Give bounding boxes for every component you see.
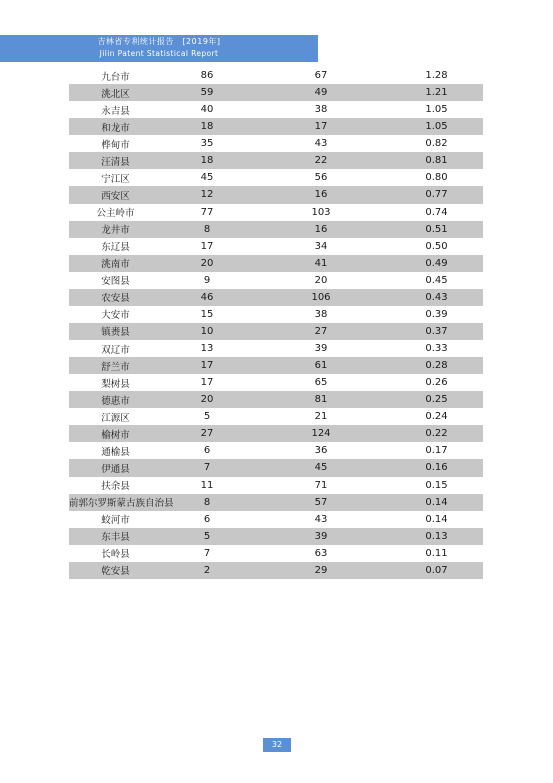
ratio-cell: 0.26 [425, 377, 448, 389]
ratio-cell: 0.82 [425, 138, 448, 150]
value-cell-1: 17 [200, 360, 214, 372]
region-cell: 和龙市 [101, 122, 130, 134]
table-row [69, 204, 483, 221]
data-table [69, 67, 483, 579]
value-cell-1: 20 [200, 257, 214, 269]
value-cell-2: 17 [314, 121, 328, 133]
ratio-cell: 0.80 [425, 172, 448, 184]
value-cell-1: 59 [200, 87, 214, 99]
region-cell: 洮北区 [101, 88, 130, 100]
value-cell-2: 71 [314, 479, 328, 491]
table-row [69, 272, 483, 289]
region-cell: 桦甸市 [101, 139, 130, 151]
value-cell-2: 65 [314, 377, 328, 389]
ratio-cell: 1.05 [425, 104, 448, 116]
region-cell: 九台市 [101, 71, 130, 83]
table-row [69, 238, 483, 255]
value-cell-2: 39 [314, 530, 328, 542]
ratio-cell: 1.21 [425, 87, 448, 99]
table-row [69, 408, 483, 425]
report-title-en: Jilin Patent Statistical Report [99, 49, 219, 58]
value-cell-1: 15 [200, 308, 214, 320]
table-row [69, 84, 483, 101]
table-row [69, 357, 483, 374]
value-cell-2: 57 [314, 496, 328, 508]
value-cell-2: 63 [314, 547, 328, 559]
table-row [69, 135, 483, 152]
table-row [69, 118, 483, 135]
value-cell-2: 16 [314, 223, 328, 235]
value-cell-1: 35 [200, 138, 214, 150]
ratio-cell: 0.13 [425, 530, 448, 542]
value-cell-1: 86 [200, 70, 214, 82]
table-row [69, 101, 483, 118]
region-cell: 公主岭市 [96, 208, 135, 220]
value-cell-2: 124 [311, 428, 331, 440]
ratio-cell: 0.77 [425, 189, 448, 201]
value-cell-2: 34 [314, 240, 328, 252]
region-cell: 东丰县 [101, 532, 130, 544]
table-row [69, 67, 483, 84]
ratio-cell: 0.16 [425, 462, 448, 474]
value-cell-1: 12 [200, 189, 214, 201]
region-cell: 前郭尔罗斯蒙古族自治县 [69, 498, 174, 510]
value-cell-1: 27 [200, 428, 214, 440]
ratio-cell: 1.28 [425, 70, 448, 82]
region-cell: 汪清县 [101, 156, 130, 168]
ratio-cell: 0.24 [425, 411, 448, 423]
value-cell-1: 17 [200, 377, 214, 389]
value-cell-1: 5 [203, 530, 211, 542]
table-row [69, 340, 483, 357]
value-cell-2: 41 [314, 257, 328, 269]
value-cell-1: 9 [203, 274, 211, 286]
value-cell-1: 20 [200, 394, 214, 406]
table-row [69, 391, 483, 408]
region-cell: 德惠市 [101, 395, 130, 407]
table-row [69, 494, 483, 511]
table-row [69, 255, 483, 272]
value-cell-2: 29 [314, 564, 328, 576]
value-cell-2: 21 [314, 411, 328, 423]
region-cell: 乾安县 [101, 566, 130, 578]
ratio-cell: 0.28 [425, 360, 448, 372]
table-row [69, 442, 483, 459]
value-cell-2: 22 [314, 155, 328, 167]
value-cell-2: 38 [314, 104, 328, 116]
region-cell: 镇赉县 [101, 327, 130, 339]
table-row [69, 186, 483, 203]
region-cell: 大安市 [101, 310, 130, 322]
table-row [69, 562, 483, 579]
table-row [69, 289, 483, 306]
report-title-cn: 吉林省专利统计报告 [2019年] [97, 37, 221, 46]
value-cell-1: 13 [200, 343, 214, 355]
value-cell-2: 81 [314, 394, 328, 406]
ratio-cell: 0.43 [425, 291, 448, 303]
region-cell: 梨树县 [101, 378, 130, 390]
region-cell: 长岭县 [101, 549, 130, 561]
table-row [69, 511, 483, 528]
value-cell-1: 18 [200, 155, 214, 167]
value-cell-1: 11 [200, 479, 214, 491]
value-cell-1: 8 [203, 223, 211, 235]
value-cell-2: 39 [314, 343, 328, 355]
table-row [69, 221, 483, 238]
region-cell: 安图县 [101, 276, 130, 288]
value-cell-2: 103 [311, 206, 331, 218]
value-cell-2: 61 [314, 360, 328, 372]
value-cell-2: 56 [314, 172, 328, 184]
value-cell-2: 38 [314, 308, 328, 320]
ratio-cell: 0.51 [425, 223, 448, 235]
region-cell: 舒兰市 [101, 361, 130, 373]
value-cell-2: 106 [311, 291, 331, 303]
ratio-cell: 0.33 [425, 343, 448, 355]
ratio-cell: 0.50 [425, 240, 448, 252]
ratio-cell: 0.14 [425, 513, 448, 525]
region-cell: 蛟河市 [101, 515, 130, 527]
ratio-cell: 0.49 [425, 257, 448, 269]
table-row [69, 169, 483, 186]
value-cell-2: 27 [314, 325, 328, 337]
value-cell-1: 40 [200, 104, 214, 116]
region-cell: 江源区 [101, 412, 130, 424]
table-row [69, 545, 483, 562]
value-cell-2: 67 [314, 70, 328, 82]
ratio-cell: 0.22 [425, 428, 448, 440]
region-cell: 洮南市 [101, 259, 130, 271]
value-cell-1: 77 [200, 206, 214, 218]
table-row [69, 477, 483, 494]
ratio-cell: 0.11 [425, 547, 448, 559]
value-cell-2: 49 [314, 87, 328, 99]
value-cell-1: 5 [203, 411, 211, 423]
region-cell: 宁江区 [101, 173, 130, 185]
value-cell-2: 36 [314, 445, 328, 457]
ratio-cell: 0.25 [425, 394, 448, 406]
region-cell: 永吉县 [101, 105, 130, 117]
ratio-cell: 0.07 [425, 564, 448, 576]
value-cell-1: 18 [200, 121, 214, 133]
table-row [69, 323, 483, 340]
value-cell-2: 45 [314, 462, 328, 474]
ratio-cell: 0.14 [425, 496, 448, 508]
value-cell-1: 6 [203, 445, 211, 457]
region-cell: 双辽市 [101, 344, 130, 356]
ratio-cell: 0.39 [425, 308, 448, 320]
table-row [69, 306, 483, 323]
ratio-cell: 0.74 [425, 206, 448, 218]
page-number: 32 [263, 738, 291, 752]
value-cell-2: 43 [314, 513, 328, 525]
region-cell: 榆树市 [101, 429, 130, 441]
table-row [69, 152, 483, 169]
value-cell-1: 17 [200, 240, 214, 252]
region-cell: 扶余县 [101, 481, 130, 493]
region-cell: 通榆县 [101, 446, 130, 458]
ratio-cell: 0.15 [425, 479, 448, 491]
value-cell-1: 7 [203, 547, 211, 559]
ratio-cell: 1.05 [425, 121, 448, 133]
table-row [69, 425, 483, 442]
table-row [69, 374, 483, 391]
value-cell-1: 2 [203, 564, 211, 576]
report-header-banner [0, 35, 318, 62]
value-cell-2: 43 [314, 138, 328, 150]
table-row [69, 528, 483, 545]
region-cell: 农安县 [101, 293, 130, 305]
region-cell: 伊通县 [101, 463, 130, 475]
ratio-cell: 0.37 [425, 325, 448, 337]
value-cell-1: 45 [200, 172, 214, 184]
ratio-cell: 0.45 [425, 274, 448, 286]
table-row [69, 459, 483, 476]
value-cell-2: 20 [314, 274, 328, 286]
region-cell: 龙井市 [101, 225, 130, 237]
value-cell-1: 7 [203, 462, 211, 474]
region-cell: 西安区 [101, 190, 130, 202]
value-cell-2: 16 [314, 189, 328, 201]
ratio-cell: 0.81 [425, 155, 448, 167]
region-cell: 东辽县 [101, 242, 130, 254]
value-cell-1: 8 [203, 496, 211, 508]
value-cell-1: 6 [203, 513, 211, 525]
value-cell-1: 46 [200, 291, 214, 303]
value-cell-1: 10 [200, 325, 214, 337]
ratio-cell: 0.17 [425, 445, 448, 457]
